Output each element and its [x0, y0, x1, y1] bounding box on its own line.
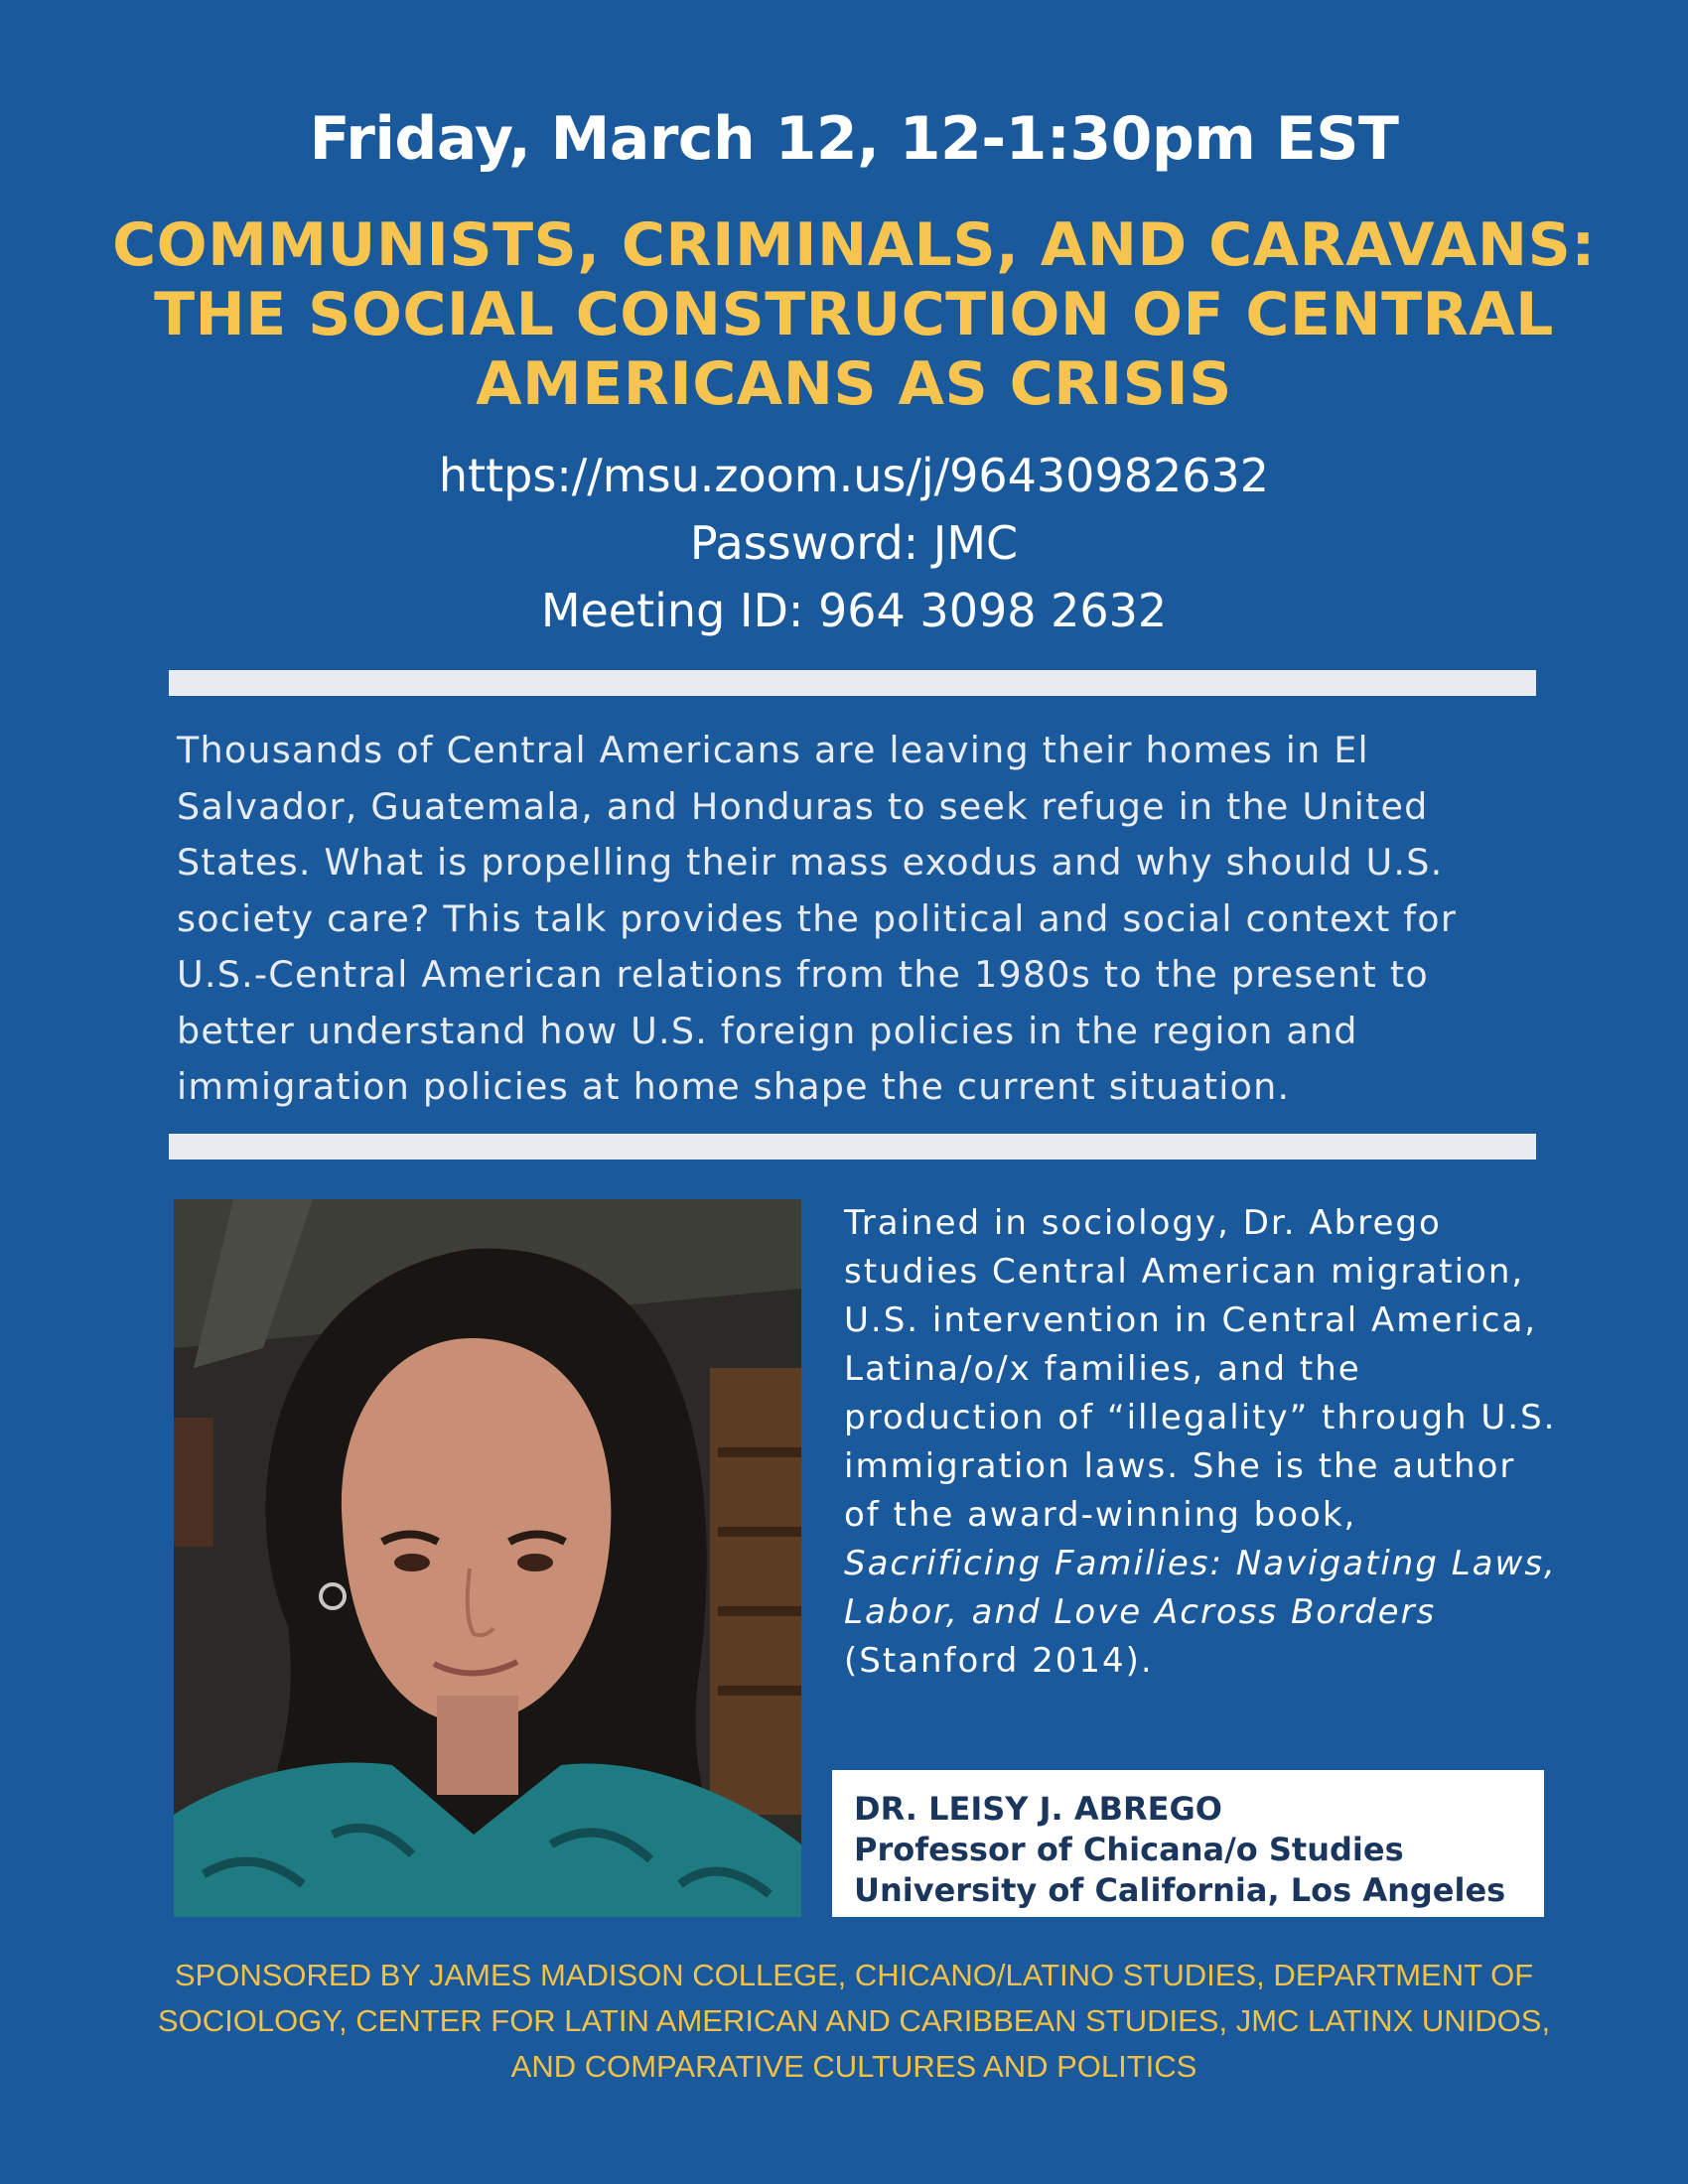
- event-datetime: Friday, March 12, 12-1:30pm EST: [309, 104, 1399, 174]
- divider-top: [169, 670, 1536, 696]
- divider-bottom: [169, 1134, 1536, 1160]
- speaker-name: DR. LEISY J. ABREGO: [854, 1790, 1222, 1828]
- speaker-name-card: [832, 1770, 1544, 1917]
- sponsors: SPONSORED BY JAMES MADISON COLLEGE, CHICANO/LATINO STUDIES, DEPARTMENT OF SOCIOLOGY, CENTER FOR LATIN AMERICAN AND CARIBBEAN STUDIES, JMC LATINX UNIDOS, AND COMPARATIVE CULTURES AND POLITICS: [157, 1958, 1551, 2084]
- book-title: Sacrificing Families: Navigating Laws, Labor, and Love Across Borders: [844, 1544, 1557, 1632]
- speaker-photo: [174, 1199, 801, 1917]
- bio-text: Trained in sociology, Dr. Abrego studies Central American migration, U.S. intervention in Central America, Latina/o/x families, and the production of “illegality” through U.S. immigration laws. She is the author of the award-winning book,: [844, 1203, 1557, 1535]
- zoom-meeting-id: Meeting ID: 964 3098 2632: [540, 584, 1168, 637]
- event-title-line: AMERICANS AS CRISIS: [476, 349, 1232, 419]
- speaker-institution: University of California, Los Angeles: [854, 1871, 1506, 1909]
- talk-description: Thousands of Central Americans are leaving their homes in El Salvador, Guatemala, and Honduras to seek refuge in the United States. What is propelling their mass exodus and why should U.S. society care? This talk provides the political and social context for U.S.-Central American relations from the 1980s to the present to better understand how U.S. foreign policies in the region and immigration policies at home shape the current situation.: [177, 729, 1458, 1108]
- zoom-link[interactable]: https://msu.zoom.us/j/96430982632: [438, 449, 1270, 502]
- speaker-bio: [844, 1199, 1559, 1686]
- zoom-password: Password: JMC: [689, 516, 1019, 570]
- zoom-details: [0, 442, 1688, 644]
- event-title-line: COMMUNISTS, CRIMINALS, AND CARAVANS:: [112, 210, 1596, 280]
- bio-text-end: (Stanford 2014).: [844, 1641, 1154, 1681]
- event-title: [89, 210, 1618, 419]
- speaker-role: Professor of Chicana/o Studies: [854, 1831, 1404, 1868]
- event-title-line: THE SOCIAL CONSTRUCTION OF CENTRAL: [154, 280, 1554, 349]
